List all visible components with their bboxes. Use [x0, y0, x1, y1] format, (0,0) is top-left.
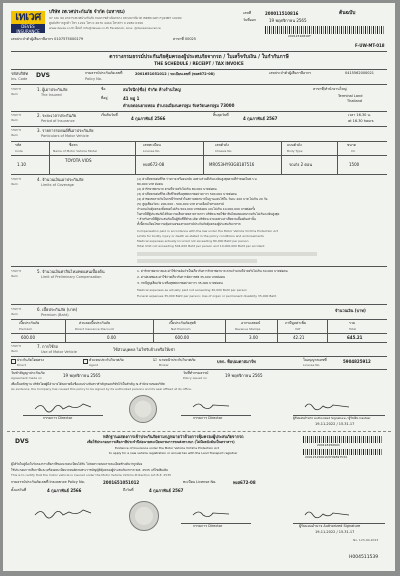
vehicle-use: ใช้ส่วนบุคคล ไม่ใช่รับจ้างหรือให้เช่า: [113, 347, 176, 352]
insured-name: สมใจนึก(ซื่อ) จำกัด ห้างร้านใหญ่: [123, 87, 181, 92]
policy-document: เทเวศ DEVES INSURANCE บริษัท เทเวศประกันภัย จำกัด (มหาชน) 97 และ 99 อาคารเทเวศประกันภัย ถนนราชดำเนินกลาง แขวงบวรนิเวศ เขตพระนคร กรุงเทพฯ 10200 ศูนย์บริการลูกค้า โทร 1291 โทร 0 2670 4444 โทรสาร 0 2280 0399 www.deves.co.th อีเมล์ info@deves.co.th Facebook, Line: @devesinsurance เลขประจำตัวผู้เสียภาษีอากร 0107575000179 สาขาที่ 00025 เลขที่ 200011510816 ต้นฉบับ วันที่ออก 19 พฤศจิกายน 2565 20011510816T F-UW-MT-018 ตารางกรมธรรม์ประกันภัยคุ้มครองผู้ประสบภัยจากรถ / ใบเสร็จรับเงิน / ใบกำกับภาษี THE SCHEDULE / RECEIPT / TAX INVOICE รหัสบริษัท Ins. Code DVS กรมธรรม์ประกันภัยเลขที่ Policy No. 2001651051012 / ทะเบียนเลขที่ (พงส672-08) เลขประจำตัวผู้เสียภาษีอากร 0415562000021 รายการ Item 1. ผู้เอาประกันภัย The Insured ชื่อ สมใจนึก(ซื่อ) จำกัด ห้างร้านใหญ่ ที่อยู่ 41 หมู่ 1 ตำบลดอนยายหอม อำเภอเมืองนครปฐม จังหวัดนครปฐม 73000 สาขาที่/สำนักงานใหญ่ Terminal Land Thailand รายการ Item 2. ระยะเวลาประกันภัย Period of Insurance เริ่มต้นวันที่ 4 กุมภาพันธ์ 2566 สิ้นสุดวันที่ 4 กุมภาพันธ์ 2567 เวลา 16.30 น. at 16.30 hours รายการ Item 3. รายการรถยนต์ที่เอาประกันภัย Particulars of Motor Vehicle รหัส Code ชื่อรถ Name of Motor Vehicle Model เลขทะเบียน License No. เลขตัวถัง Chassis No. แบบตัวถัง Body Type ขนาด CC 1.10 TOYOTA VIOS พงส672-08 MR053HY93G8187516 รถเก๋ง 2 ตอน 1500 รายการ Item 4. จำนวนเงินเอาประกันภัย Limits of Coverage (1) ค่าเสียหายต่อชีวิต ร่างกาย หรืออนามัย เฉพาะส่วนที่เกินวงเงินสูงสุดตามที่กำหนดในพ.ร.บ. 80,000 บาท ต่อคน (2) ค่ารักษาพยาบาล ตามที่จ่ายจริงไม่เกิน 80,000 บาทต่อคน (3) ค่าเสียหายต่อชีวิต เสียชีวิตหรือทุพพลภาพอย่างถาวร 500,000 บาทต่อคน (4) ค่าชดเชยรายวันในกรณีรักษาตัวในสถานพยาบาลในฐานะคนไข้ใน วันละ 200 บาท ไม่เกิน 20 วัน (5) สูญเสียอวัยวะ 200,000 - 500,000 บาท ตามเงื่อนไขกรมธรรม์ จำนวนเงินคุ้มครองทั้งหมดไม่เกิน 504,000 บาทต่อคน และไม่เกิน 10,000,000 บาทต่อครั้ง ในกรณีที่ผู้ประสบภัยได้รับความเสียหายหลายรายการ บริษัทจะชดใช้ค่าสินไหมทดแทนรวมกันไม่เกินวงเงินสูงสุด * สำหรับกรณีที่ผู้ประสบภัยเป็นผู้ขับขี่ที่ทำละเมิด บริษัทจะจ่ายเฉพาะค่าเสียหายเบื้องต้นเท่านั้น ทั้งนี้ตามเงื่อนไขความคุ้มครองของกรมธรรม์ประกันภัยคุ้มครองผู้ประสบภัยจากรถ Compensation paid in accordance with the law under the Motor Vehicle Victims Protection Act Limits for bodily injury or death as stated in the policy conditions and endorsements Medical expenses actually incurred not exceeding 80,000 Baht per person Total limit not exceeding 504,000 Baht per person and 10,000,000 Baht per accident รายการ Item 5. จำนวนเงินค่าสินไหมทดแทนเบื้องต้น Limit of Preliminary Compensation 1. ค่ารักษาพยาบาลและค่าใช้จ่ายอันจำเป็นเกี่ยวกับการรักษาพยาบาล ตามจำนวนที่จ่ายจริงไม่เกิน 30,000 บาทต่อคน 2. ค่าปลงศพและค่าใช้จ่ายเกี่ยวกับการจัดการศพ 35,000 บาทต่อคน 3. กรณีสูญเสียอวัยวะหรือทุพพลภาพอย่างถาวร 35,000 บาทต่อคน Medical expenses as actually paid not exceeding 30,000 Baht per person Funeral expenses 35,000 Baht per person; loss of organ or permanent disability 35,000 Baht รายการ Item 6. เบี้ยประกันภัย (บาท) Premium (Baht) จำนวนเงิน (บาท) เบี้ยประกันภัย Premium ส่วนลดเบี้ยประกันภัย Direct Insurance Discount เบี้ยประกันภัยสุทธิ Net Premium อากรแสตมป์ Revenue Stamps ภาษีมูลค่าเพิ่ม VAT รวม Total 600.00 0.00 600.00 3.00 42.21 645.21 รายการ Item 7. การใช้รถ Use of Motor Vehicle ใช้ส่วนบุคคล ไม่ใช่รับจ้างหรือให้เช่า ประกันภัยโดยตรง Direct ตัวแทนประกันวินาศภัย Agent ☑ นายหน้าประกันวินาศภัย Broker บจก. ท็อปเมตาสมาร์ท ใบอนุญาตเลขที่ License No. 5904825912 วันทำสัญญาประกันภัย Agreement made on 19 พฤศจิกายน 2565 วันที่ทำกรมธรรม์ Policy issued on 19 พฤศจิกายน 2565 เพื่อเป็นหลักฐาน บริษัทโดยผู้มีอำนาจได้ลงลายมือชื่อและประทับตราสำคัญของบริษัทไว้เป็นสำคัญ ณ สำนักงานของบริษัท As evidence, the Company has caused this policy to be signed by its authorized persons and its seal affixed at its office. กรรมการ Director กรรมการ Director ผู้รับมอบอำนาจ Authorized Signature / ผู้รับเงิน Cashier 19-11-2022 / 15.31.17 หลักฐานแสดงการเข้าประกันภัยตามกฎหมายว่าด้วยการคุ้มครองผู้ประสบภัยจากรถ เพื่อใช้ประกอบการเสียภาษีประจำปีต่อนายทะเบียนกรมการขนส่งทางบก (ไม่มีผลบังคับเป็นตราสาร) Evidence of Insurance under the Motor Vehicle Victims Protection Act to apply for a new vehicle registration or annual tax with the Land Transport registrar DVS 200118150001 20011515001S3Y09897534 ผู้ได้รับใบคู่มือ/ใบรับรองการเสียภาษีของนายทะเบียนได้รับ โปรดตรวจสอบรายละเอียดข้างต้นว่าถูกต้อง ใช้ประกอบการเสียภาษีและ/หรือจดทะเบียนรถยนต์ตามพระราชบัญญัติคุ้มครองผู้ประสบภัยจากรถ พ.ศ. 2535 แก้ไขเพิ่มเติม This is to certify that the motor vehicle is insured under the Motor Vehicle Victims Protection Act B.E. 2535 กรมธรรม์ประกันภัยเลขที่ Insurance Policy No. 2001651051012 ทะเบียน License No. พงส672-08 ตั้งแต่วันที่ 4 กุมภาพันธ์ 2566 ถึงวันที่ 4 กุมภาพันธ์ 2567 กรรมการ Director ผู้รับมอบอำนาจ Authorized Signature 19-11-2022 / 15.31.17 No. 123-00-2023 H004511539: [3, 3, 395, 571]
insured-address: 41 หมู่ 1: [123, 96, 140, 101]
policy-number: 2001651051012 / ทะเบียนเลขที่ (พงส672-08): [135, 72, 215, 76]
tax-director-signature-1: [33, 507, 95, 519]
director-signature-1: [33, 401, 95, 413]
authorized-signature: [303, 401, 353, 411]
insured-address-2: ตำบลดอนยายหอม อำเภอเมืองนครปฐม จังหวัดนครปฐม 73000: [123, 103, 235, 108]
doc-barcode: [265, 26, 385, 34]
company-branch: สาขาที่ 00025: [173, 37, 197, 41]
item1-label: 1. ผู้เอาประกันภัย: [37, 87, 68, 92]
item6-label: 6. เบี้ยประกันภัย (บาท): [37, 307, 78, 312]
direct-checkbox: [11, 359, 16, 364]
doc-title-en: THE SCHEDULE / RECEIPT / TAX INVOICE: [154, 61, 244, 66]
agent-checkbox: [83, 359, 88, 364]
policy-issued-date: 19 พฤศจิกายน 2565: [225, 373, 263, 378]
broker-license: 5904825912: [343, 359, 371, 364]
agreement-date: 19 พฤศจิกายน 2565: [63, 373, 101, 378]
company-address: 97 และ 99 อาคารเทเวศประกันภัย ถนนราชดำเนินกลาง แขวงบวรนิเวศ เขตพระนคร กรุงเทพฯ 10200: [49, 16, 182, 20]
company-seal: [129, 395, 157, 423]
item2-label: 2. ระยะเวลาประกันภัย: [37, 113, 77, 118]
premium-vat: 42.21: [293, 335, 305, 340]
doc-form-code: F-UW-MT-018: [355, 43, 385, 48]
company-contact: ศูนย์บริการลูกค้า โทร 1291 โทร 0 2670 4444 โทรสาร 0 2280 0399: [49, 21, 143, 25]
doc-title-th: ตารางกรมธรรม์ประกันภัยคุ้มครองผู้ประสบภัยจากรถ / ใบเสร็จรับเงิน / ใบกำกับภาษี: [109, 54, 289, 60]
tax-barcode: [303, 436, 383, 443]
insured-tax-id: 0415562000021: [345, 71, 374, 75]
doc-date-value: 19 พฤศจิกายน 2565: [269, 18, 307, 23]
vehicle-cc: 1500: [349, 162, 360, 167]
broker-checkbox: ☑: [153, 357, 157, 362]
doc-no-value: 200011510816: [265, 11, 299, 16]
tax-license-no: พงส672-08: [233, 480, 256, 485]
tax-director-signature-2: [191, 509, 231, 519]
company-logo: เทเวศ DEVES INSURANCE: [11, 11, 45, 33]
period-from: 4 กุมภาพันธ์ 2566: [131, 116, 166, 121]
footer-code: H004511539: [349, 555, 379, 560]
item7-label: 7. การใช้รถ: [37, 344, 59, 349]
ins-code-label: รหัสบริษัท: [11, 71, 29, 76]
period-to: 4 กุมภาพันธ์ 2567: [243, 116, 278, 121]
tax-auth-timestamp: 19-11-2022 / 15.31.17: [315, 530, 355, 534]
doc-barcode-text: 20011510816T: [288, 34, 311, 38]
ins-code-value: DVS: [36, 72, 50, 79]
doc-no-label: เลขที่: [243, 11, 252, 15]
tax-company-seal: [129, 501, 159, 531]
doc-original: ต้นฉบับ: [339, 10, 356, 16]
tax-authorized-signature: [303, 509, 353, 519]
vehicle-name: TOYOTA VIOS: [65, 158, 92, 163]
premium-total: 645.21: [347, 335, 363, 340]
item3-label: 3. รายการรถยนต์ที่เอาประกันภัย: [37, 128, 94, 133]
company-web: www.deves.co.th อีเมล์ info@deves.co.th Facebook, Line: @devesinsurance: [49, 26, 161, 30]
tax-period-from: 4 กุมภาพันธ์ 2566: [47, 488, 82, 493]
vehicle-body: รถเก๋ง 2 ตอน: [289, 162, 313, 167]
tax-period-to: 4 กุมภาพันธ์ 2567: [149, 488, 184, 493]
doc-date-label: วันที่ออก: [243, 18, 256, 22]
item4-label: 4. จำนวนเงินเอาประกันภัย: [37, 177, 84, 182]
vehicle-code: 1.10: [17, 162, 26, 167]
premium-discount: 0.00: [107, 335, 116, 340]
premium-gross: 600.00: [21, 335, 35, 340]
auth-timestamp: 19-11-2022 / 15.31.17: [315, 422, 355, 426]
premium-net: 600.00: [175, 335, 189, 340]
broker-name: บจก. ท็อปเมตาสมาร์ท: [217, 359, 256, 364]
company-tax-id: เลขประจำตัวผู้เสียภาษีอากร 0107575000179: [11, 37, 84, 41]
director-signature-2: [191, 401, 231, 411]
vehicle-chassis: MR053HY93G8187516: [209, 162, 255, 167]
tax-policy-no: 2001651051012: [103, 480, 140, 485]
premium-stamps: 3.00: [249, 335, 258, 340]
vehicle-license: พงส672-08: [143, 162, 165, 167]
tax-title-th: หลักฐานแสดงการเข้าประกันภัยตามกฎหมายว่าด้วยการคุ้มครองผู้ประสบภัยจากรถ: [103, 434, 244, 439]
tax-ins-code: DVS: [15, 438, 29, 445]
company-name: บริษัท เทเวศประกันภัย จำกัด (มหาชน): [49, 10, 125, 15]
item5-label: 5. จำนวนเงินค่าสินไหมทดแทนเบื้องต้น: [37, 269, 105, 274]
